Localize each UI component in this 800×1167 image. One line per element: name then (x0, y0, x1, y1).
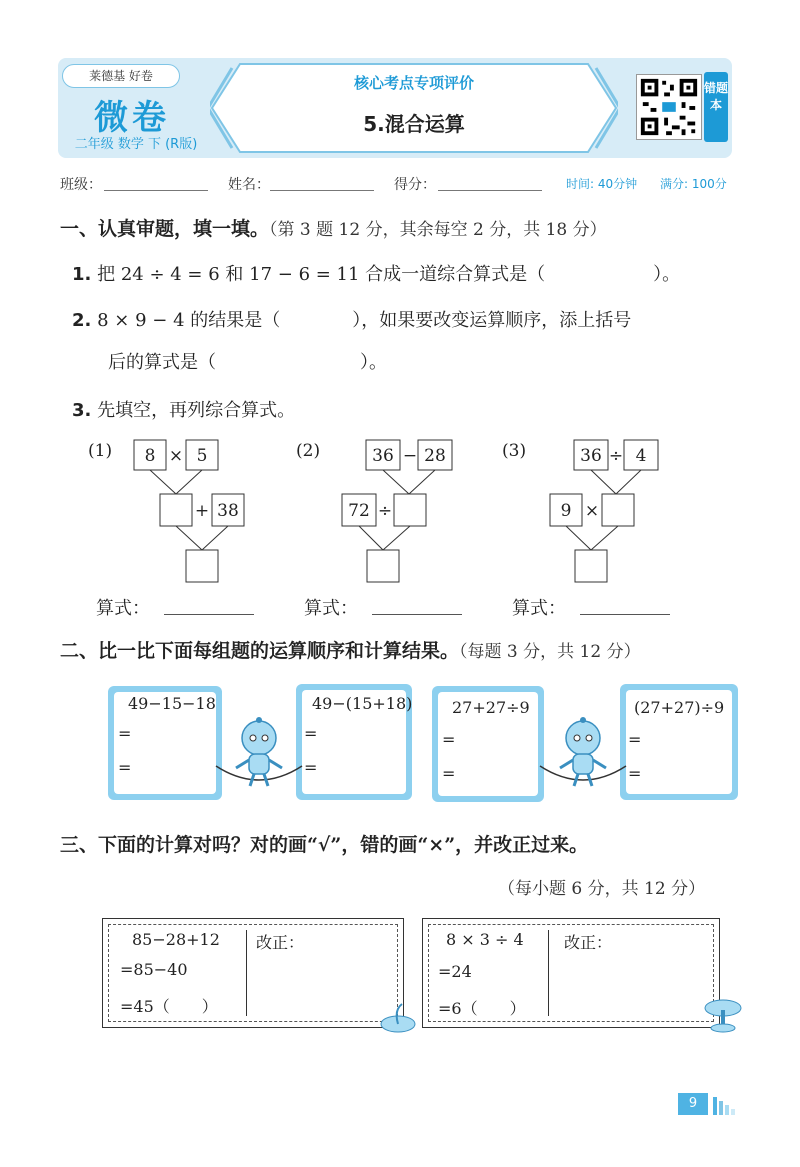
tree-1-op1: × (168, 446, 184, 466)
class-field[interactable] (104, 190, 208, 191)
robot-mascot-icon (214, 714, 304, 796)
section2-heading (60, 636, 750, 663)
tree-1-answer-mid[interactable] (160, 494, 192, 526)
problem-2-line1: 8 × 3 ÷ 4 (446, 930, 524, 949)
qr-code-icon (636, 74, 702, 140)
problem-1-line3[interactable]: =45（ ） (120, 997, 218, 1016)
lily-pad-icon (700, 996, 746, 1034)
tree-1-c: 38 (217, 501, 239, 521)
formula-field-1[interactable] (164, 614, 254, 615)
tree-3-c: 9 (560, 501, 572, 521)
question-2 (72, 306, 762, 332)
divider (246, 930, 247, 1016)
tree-3-answer-final[interactable] (575, 550, 607, 582)
section1-score: （第 3 题 12 分，其余每空 2 分，共 18 分） (269, 220, 607, 240)
section2-score: （每题 3 分，共 12 分） (459, 642, 641, 662)
brand-badge: 莱德基 好卷 (62, 64, 180, 88)
formula-label-3: 算式： (512, 598, 566, 619)
page-bars-icon (712, 1093, 738, 1115)
q1-number: 1. (72, 264, 92, 285)
robot-mascot-icon (538, 714, 628, 796)
section1-title: 一、认真审题，填一填。 (60, 218, 270, 240)
compare-eq-4a: = (628, 730, 642, 749)
tree-2-c: 72 (348, 501, 370, 521)
page-number: 9 (678, 1093, 708, 1115)
banner-subtitle: 核心考点专项评价 (353, 74, 474, 92)
divider (548, 930, 549, 1016)
formula-label-2: 算式： (304, 598, 358, 619)
tree-3-a: 36 (580, 446, 602, 466)
error-book-label: 错题本 (704, 72, 728, 142)
score-label: 得分： (394, 177, 436, 193)
section3-title: 三、下面的计算对吗？对的画“√”，错的画“×”，并改正过来。 (60, 834, 589, 856)
compare-eq-2a: = (304, 724, 318, 743)
problem-1-line1: 85−28+12 (132, 930, 220, 949)
question-1 (72, 260, 752, 286)
section1-heading (60, 214, 750, 241)
tree-3-op1: ÷ (608, 446, 624, 466)
tree-3-answer-mid[interactable] (602, 494, 634, 526)
q3-number: 3. (72, 400, 92, 421)
tree-1 (88, 440, 244, 582)
full-score: 满分: 100分 (660, 177, 727, 191)
tree-2-op1: − (402, 446, 418, 466)
compare-expr-2: 49−(15+18) (312, 694, 413, 713)
q2-line1: 8 × 9 − 4 的结果是（ ），如果要改变运算顺序，添上括号 (97, 310, 632, 331)
tree-2-answer-mid[interactable] (394, 494, 426, 526)
name-label: 姓名： (228, 177, 270, 193)
tree-3-label: (3) (502, 441, 527, 461)
correction-label-2: 改正： (564, 933, 613, 952)
q1-text: 把 24 ÷ 4 = 6 和 17 − 6 = 11 合成一道综合算式是（ ）。 (97, 264, 681, 285)
tree-3 (502, 440, 658, 582)
tree-1-label: (1) (88, 441, 113, 461)
tree-1-op2: + (194, 501, 210, 521)
formula-field-3[interactable] (580, 614, 670, 615)
class-label: 班级： (60, 177, 102, 193)
tree-1-b: 5 (196, 446, 208, 466)
tree-2 (296, 440, 452, 582)
tree-2-label: (2) (296, 441, 321, 461)
banner-title: 5.混合运算 (363, 112, 465, 136)
formula-field-2[interactable] (372, 614, 462, 615)
compare-eq-1b: = (118, 758, 132, 777)
tree-3-op2: × (584, 501, 600, 521)
product-title: 微卷 (94, 98, 170, 138)
problem-2-line3[interactable]: =6（ ） (438, 999, 526, 1018)
time-limit: 时间: 40分钟 (566, 177, 638, 191)
compare-expr-1: 49−15−18 (128, 694, 216, 713)
section2-title: 二、比一比下面每组题的运算顺序和计算结果。 (60, 640, 460, 662)
tree-2-op2: ÷ (377, 501, 393, 521)
tree-2-b: 28 (424, 446, 446, 466)
compare-eq-2b: = (304, 758, 318, 777)
compare-expr-4: (27+27)÷9 (634, 698, 725, 717)
question-3 (72, 396, 672, 422)
q2-line2: 后的算式是（ ）。 (108, 352, 387, 373)
compare-eq-3b: = (442, 764, 456, 783)
compare-expr-3: 27+27÷9 (452, 698, 530, 717)
correction-label-1: 改正： (256, 933, 305, 952)
tree-1-answer-final[interactable] (186, 550, 218, 582)
tree-2-a: 36 (372, 446, 394, 466)
name-field[interactable] (270, 190, 374, 191)
q3-text: 先填空，再列综合算式。 (97, 400, 296, 421)
score-field[interactable] (438, 190, 542, 191)
grade-label: 二年级 数学 下 (R版) (74, 137, 198, 152)
compare-eq-4b: = (628, 764, 642, 783)
q2-number: 2. (72, 310, 92, 331)
compare-eq-1a: = (118, 724, 132, 743)
problem-2-line2: =24 (438, 962, 472, 981)
tree-2-answer-final[interactable] (367, 550, 399, 582)
lily-pad-icon (378, 1000, 418, 1036)
problem-1-line2: =85−40 (120, 960, 188, 979)
tree-1-a: 8 (144, 446, 156, 466)
calc-trees (60, 430, 750, 620)
formula-label-1: 算式： (96, 598, 150, 619)
section3-score: （每小题 6 分，共 12 分） (498, 879, 706, 899)
tree-3-b: 4 (635, 446, 647, 466)
compare-eq-3a: = (442, 730, 456, 749)
